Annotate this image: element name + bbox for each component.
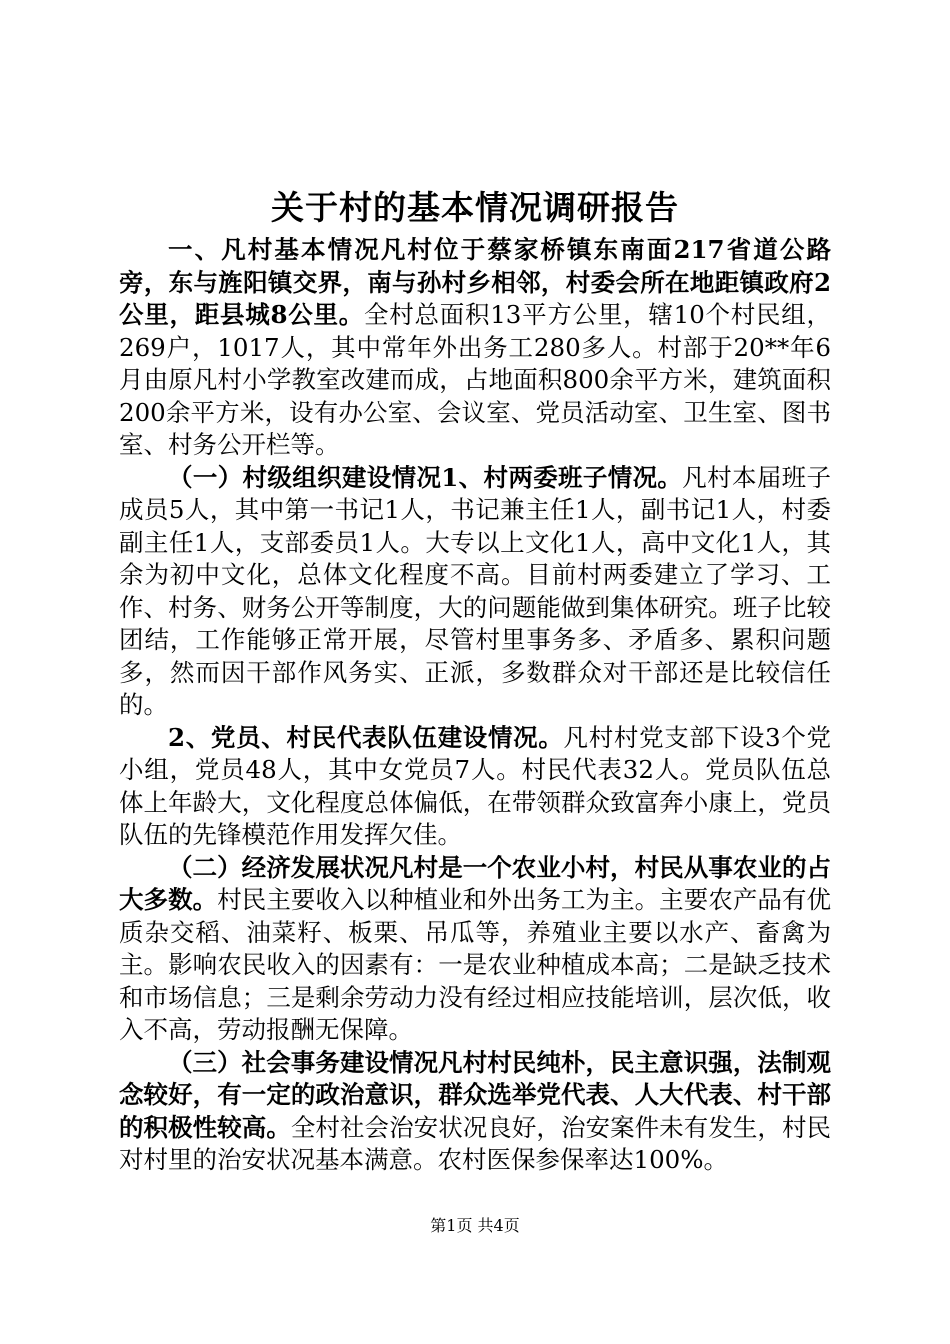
paragraph-village-overview bbox=[119, 234, 831, 462]
paragraph-text: 全村社会治安状况良好，治安案件未有发生，村民对村里的治安状况基本满意。农村医保参保率达100%。 bbox=[119, 1112, 831, 1174]
page-number-footer: 第1页 共4页 bbox=[430, 1216, 520, 1235]
paragraph-party-members bbox=[119, 722, 831, 852]
paragraph-text: 村民主要收入以种植业和外出务工为主。主要农产品有优质杂交稻、油菜籽、板栗、吊瓜等，养殖业主要以水产、畜禽为主。影响农民收入的因素有：一是农业种植成本高；二是缺乏技术和市场信息；三是剩余劳动力没有经过相应技能培训，层次低，收入不高，劳动报酬无保障。 bbox=[119, 885, 832, 1044]
paragraph-text: 全村总面积13平方公里，辖10个村民组，269户，1017人，其中常年外出务工280多人。村部于20**年6月由原凡村小学教室改建而成，占地面积800余平方米，建筑面积200余平方米，设有办公室、会议室、党员活动室、卫生室、图书室、村务公开栏等。 bbox=[119, 300, 832, 459]
paragraph-text: 凡村本届班子成员5人，其中第一书记1人，书记兼主任1人，副书记1人，村委副主任1人，支部委员1人。大专以上文化1人，高中文化1人，其余为初中文化，总体文化程度不高。目前村两委建立了学习、工作、村务、财务公开等制度，大的问题能做到集体研究。班子比较团结，工作能够正常开展，尽管村里事务多、矛盾多、累积问题多，然而因干部作风务实、正派，多数群众对干部还是比较信任的。 bbox=[119, 462, 832, 719]
paragraph-heading: （三）社会事务建设情况凡村村民纯朴，民主意识强，法制观念较好，有一定的政治意识，群众选举党代表、人大代表、村干部的积极性较高。 bbox=[119, 1047, 831, 1142]
document-body bbox=[119, 234, 831, 1177]
paragraph-text: 凡村村党支部下设3个党小组，党员48人，其中女党员7人。村民代表32人。党员队伍总体上年龄大，文化程度总体偏低，在带领群众致富奔小康上，党员队伍的先锋模范作用发挥欠佳。 bbox=[119, 722, 832, 849]
document-title: 关于村的基本情况调研报告 bbox=[271, 188, 679, 227]
paragraph-organization bbox=[119, 462, 831, 722]
paragraph-heading: 一、凡村基本情况凡村位于蔡家桥镇东南面217省道公路旁，东与旌阳镇交界，南与孙村乡相邻，村委会所在地距镇政府2公里，距县城8公里。 bbox=[119, 235, 831, 329]
paragraph-heading: 2、党员、村民代表队伍建设情况。 bbox=[168, 722, 564, 752]
paragraph-economy bbox=[119, 852, 831, 1047]
paragraph-social-affairs bbox=[119, 1047, 831, 1177]
paragraph-heading: （一）村级组织建设情况1、村两委班子情况。 bbox=[168, 462, 683, 492]
paragraph-heading: （二）经济发展状况凡村是一个农业小村，村民从事农业的占大多数。 bbox=[119, 852, 831, 914]
